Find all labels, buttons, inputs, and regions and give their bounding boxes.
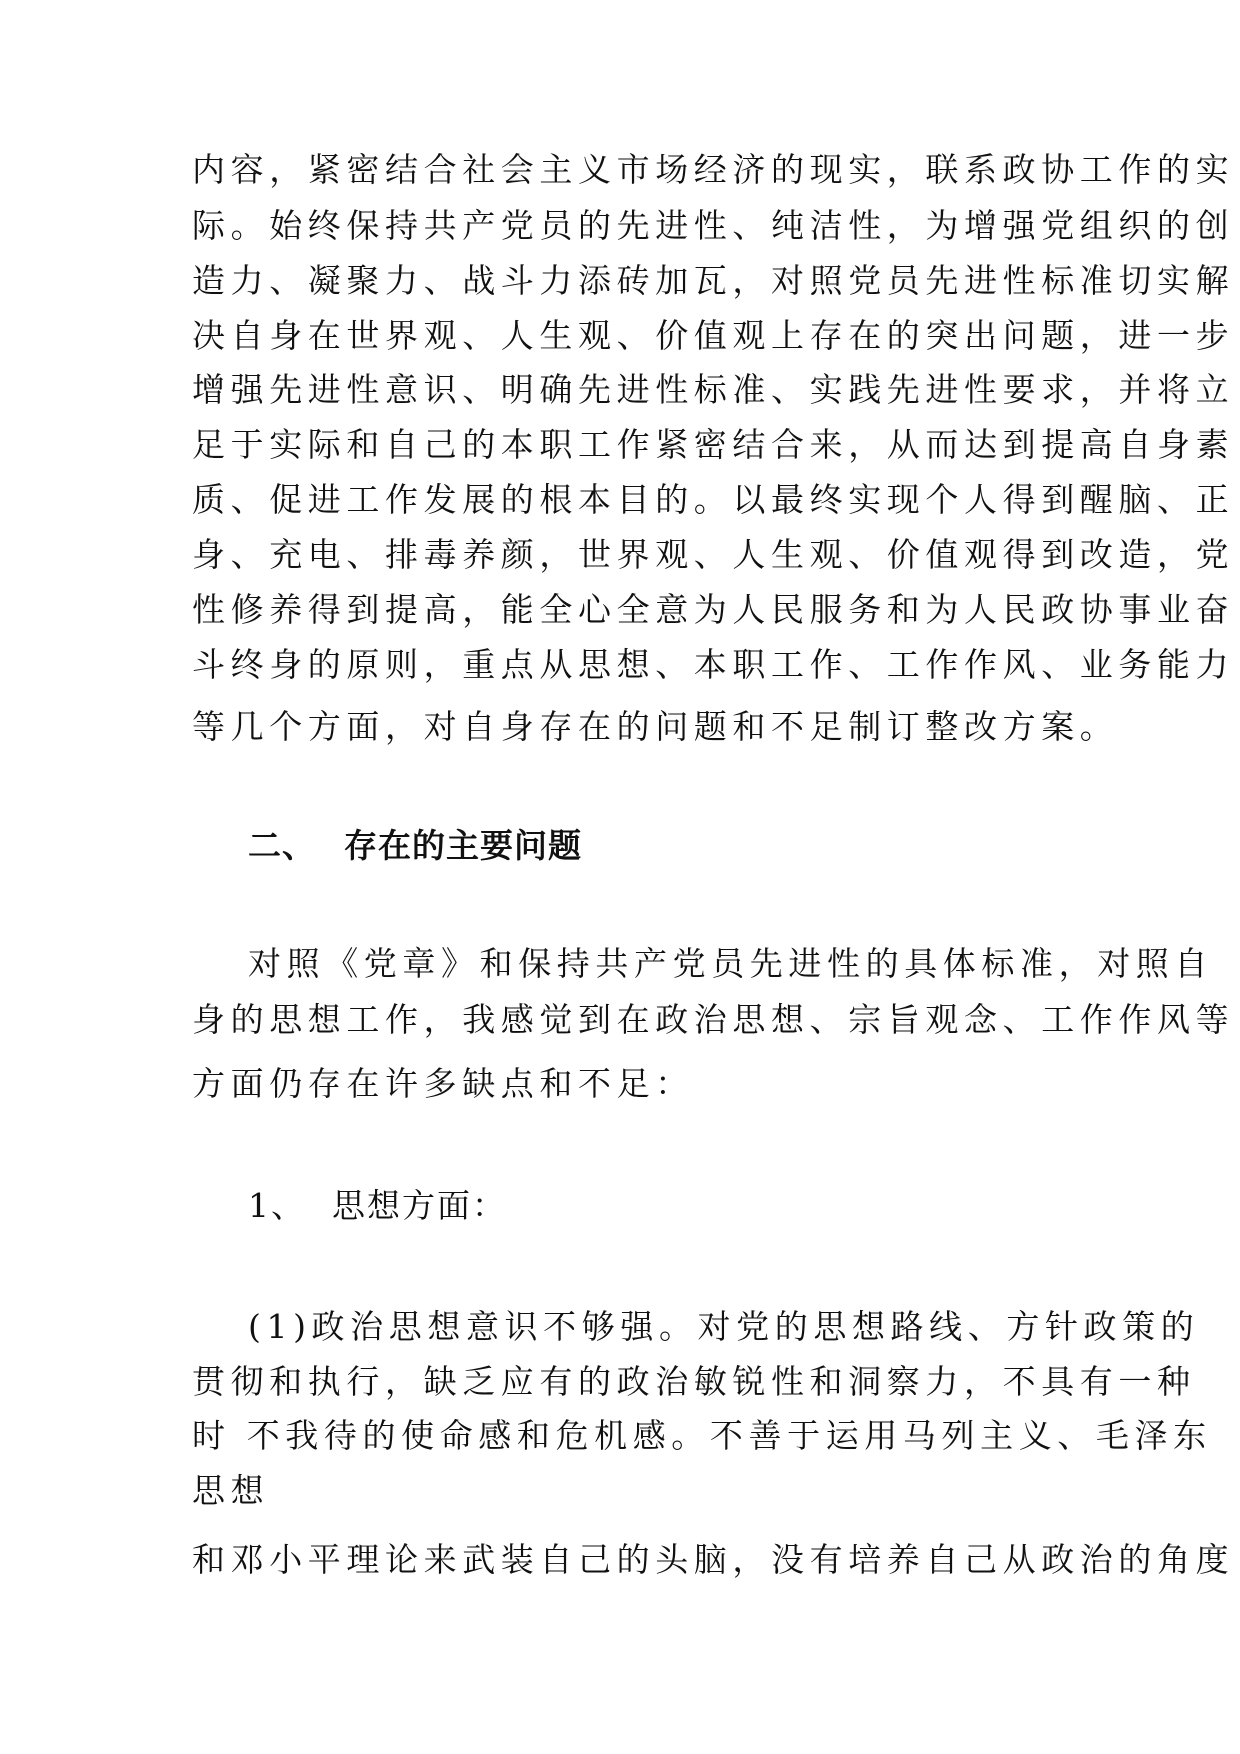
section-title: 存在的主要问题 <box>344 826 582 865</box>
paragraph-1-line: 内容，紧密结合社会主义市场经济的现实，联系政协工作的实 <box>192 150 1235 189</box>
paragraph-2-line: 对照《党章》和保持共产党员先进性的具体标准，对照自 <box>248 944 1213 983</box>
paragraph-3-line: 和邓小平理论来武装自己的头脑，没有培养自己从政治的角度 <box>192 1540 1235 1579</box>
paragraph-3-line: 思想 <box>192 1471 270 1510</box>
paragraph-1-line: 等几个方面，对自身存在的问题和不足制订整改方案。 <box>192 707 1119 746</box>
paragraph-1-line: 足于实际和自己的本职工作紧密结合来，从而达到提高自身素 <box>192 425 1235 464</box>
paragraph-1-line: 际。始终保持共产党员的先进性、纯洁性，为增强党组织的创 <box>192 206 1235 245</box>
paragraph-2-line: 方面仍存在许多缺点和不足： <box>192 1064 694 1103</box>
section-number: 二、 <box>248 826 316 865</box>
paragraph-3-line: 时 不我待的使命感和危机感。不善于运用马列主义、毛泽东 <box>192 1416 1212 1455</box>
paragraph-1-line: 斗终身的原则，重点从思想、本职工作、工作作风、业务能力 <box>192 645 1235 684</box>
paragraph-1-line: 性修养得到提高，能全心全意为人民服务和为人民政协事业奋 <box>192 590 1235 629</box>
paragraph-1-line: 质、促进工作发展的根本目的。以最终实现个人得到醒脑、正 <box>192 480 1235 519</box>
paragraph-3-line: 贯彻和执行，缺乏应有的政治敏锐性和洞察力，不具有一种 <box>192 1362 1196 1401</box>
section-heading <box>248 826 582 866</box>
subsection-title: 思想方面： <box>332 1186 507 1225</box>
paragraph-1-line: 造力、凝聚力、战斗力添砖加瓦，对照党员先进性标准切实解 <box>192 261 1235 300</box>
paragraph-1-line: 增强先进性意识、明确先进性标准、实践先进性要求，并将立 <box>192 370 1235 409</box>
subsection-heading <box>248 1186 507 1226</box>
paragraph-3-line: (1)政治思想意识不够强。对党的思想路线、方针政策的 <box>248 1307 1200 1346</box>
paragraph-2-line: 身的思想工作，我感觉到在政治思想、宗旨观念、工作作风等 <box>192 1000 1235 1039</box>
paragraph-1-line: 决自身在世界观、人生观、价值观上存在的突出问题，进一步 <box>192 316 1235 355</box>
paragraph-1-line: 身、充电、排毒养颜，世界观、人生观、价值观得到改造，党 <box>192 535 1235 574</box>
subsection-number: 1、 <box>248 1186 306 1225</box>
